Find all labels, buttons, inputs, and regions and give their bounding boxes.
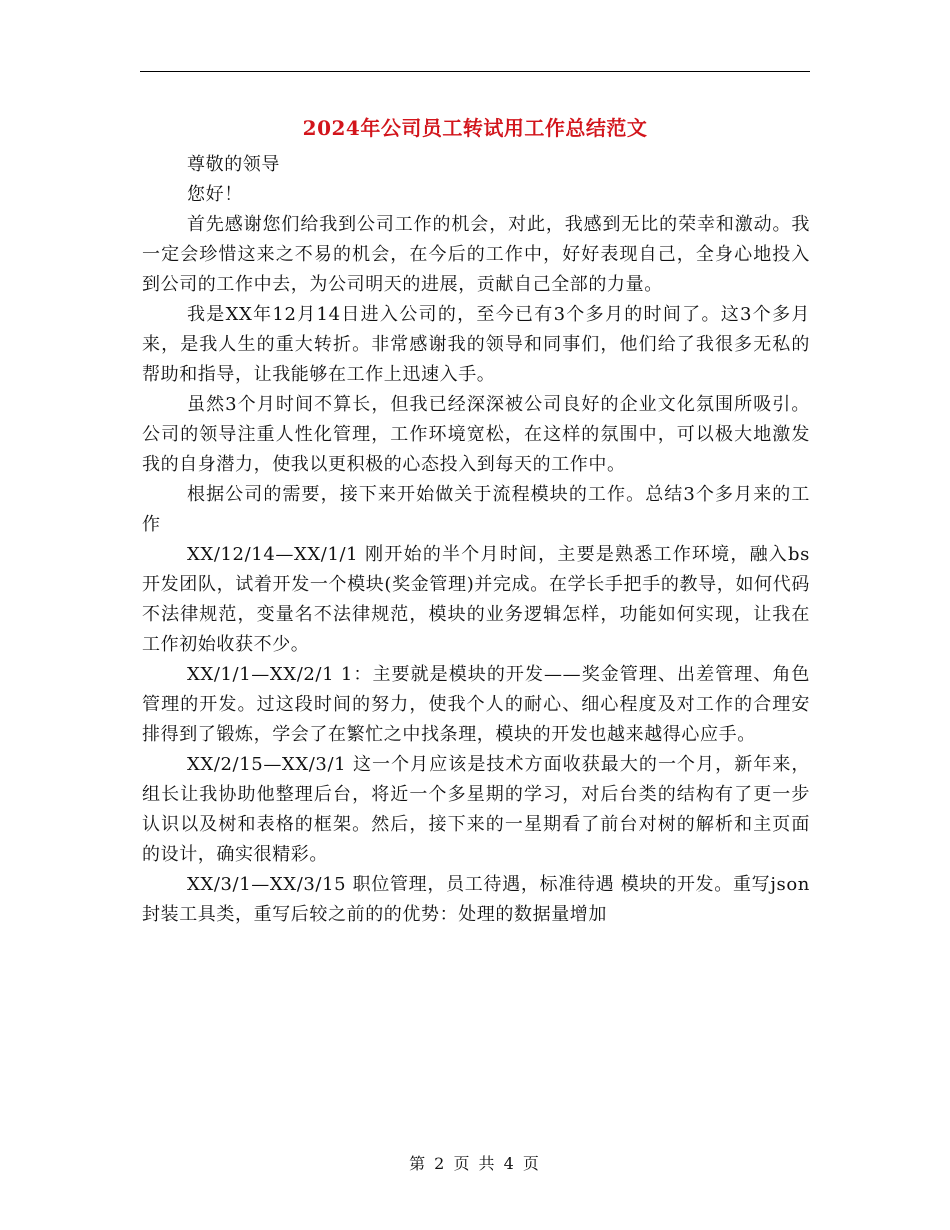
page-footer: 第 2 页 共 4 页 xyxy=(409,1154,541,1173)
paragraph: XX/12/14—XX/1/1 刚开始的半个月时间，主要是熟悉工作环境，融入bs开发团队，试着开发一个模块(奖金管理)并完成。在学长手把手的教导，如何代码不法律规范，变量名不法律规范，模块的业务逻辑怎样，功能如何实现，让我在工作初始收获不少。 xyxy=(142,544,810,655)
document-body xyxy=(142,150,810,930)
paragraph: 我是XX年12月14日进入公司的，至今已有3个多月的时间了。这3个多月来，是我人生的重大转折。非常感谢我的领导和同事们，他们给了我很多无私的帮助和指导，让我能够在工作上迅速入手。 xyxy=(142,304,810,385)
paragraph: 虽然3个月时间不算长，但我已经深深被公司良好的企业文化氛围所吸引。公司的领导注重人性化管理，工作环境宽松，在这样的氛围中，可以极大地激发我的自身潜力，使我以更积极的心态投入到每天的工作中。 xyxy=(142,394,810,475)
header-rule xyxy=(140,71,810,72)
paragraph-greeting: 您好！ xyxy=(187,184,243,205)
paragraph: 根据公司的需要，接下来开始做关于流程模块的工作。总结3个多月来的工作 xyxy=(142,484,810,535)
paragraph: XX/2/15—XX/3/1 这一个月应该是技术方面收获最大的一个月，新年来，组长让我协助他整理后台，将近一个多星期的学习，对后台类的结构有了更一步认识以及树和表格的框架。然后，接下来的一星期看了前台对树的解析和主页面的设计，确实很精彩。 xyxy=(142,754,810,865)
paragraph: XX/3/1—XX/3/15 职位管理，员工待遇，标准待遇 模块的开发。重写json封装工具类，重写后较之前的的优势：处理的数据量增加 xyxy=(142,874,810,925)
paragraph-salutation: 尊敬的领导 xyxy=(187,154,280,175)
paragraph: 首先感谢您们给我到公司工作的机会，对此，我感到无比的荣幸和激动。我一定会珍惜这来之不易的机会，在今后的工作中，好好表现自己，全身心地投入到公司的工作中去，为公司明天的进展，贡献自己全部的力量。 xyxy=(142,214,810,295)
paragraph: XX/1/1—XX/2/1 1：主要就是模块的开发——奖金管理、出差管理、角色管理的开发。过这段时间的努力，使我个人的耐心、细心程度及对工作的合理安排得到了锻炼，学会了在繁忙之中找条理，模块的开发也越来越得心应手。 xyxy=(142,664,810,745)
document-title: 2024年公司员工转试用工作总结范文 xyxy=(302,116,648,140)
